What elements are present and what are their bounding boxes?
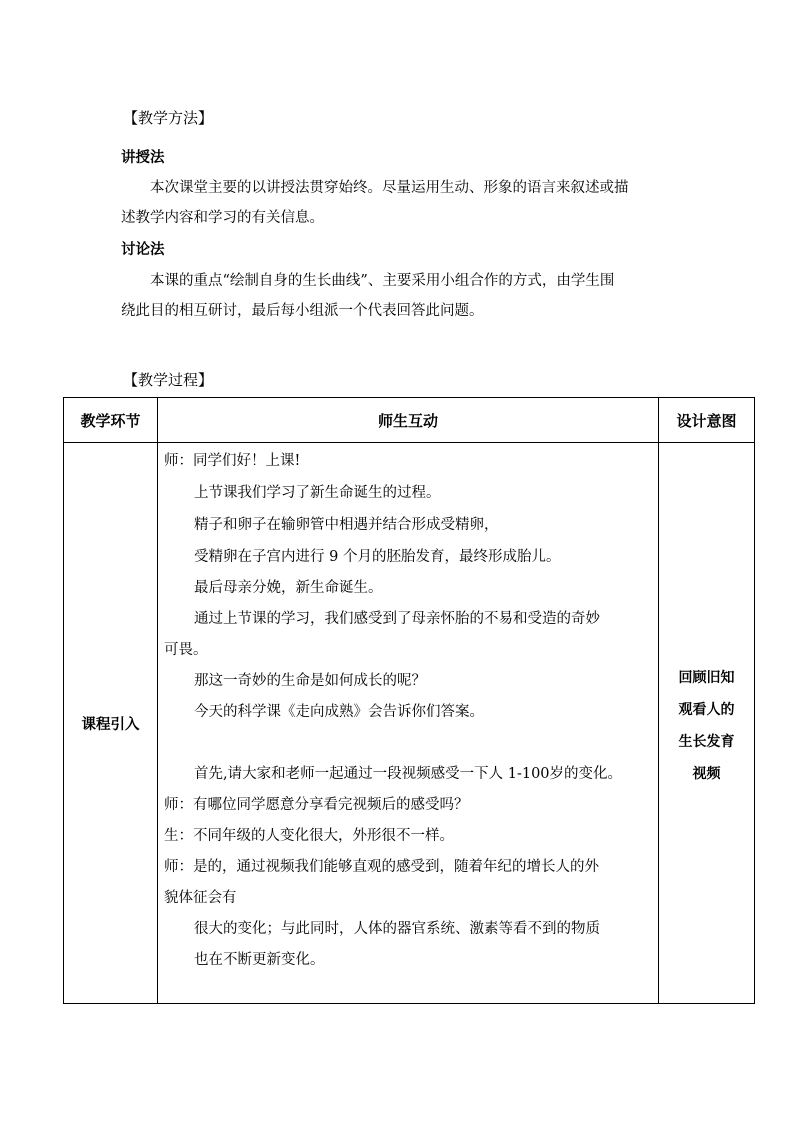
interaction-line: 今天的科学课《走向成熟》会告诉你们答案。 — [194, 704, 484, 720]
interaction-line: 很大的变化；与此同时，人体的器官系统、激素等看不到的物质 — [194, 921, 600, 937]
stage-cell — [64, 443, 158, 1004]
lecture-method-line-2: 述教学内容和学习的有关信息。 — [121, 210, 324, 226]
table-row — [64, 443, 755, 1004]
interaction-line: 最后母亲分娩，新生命诞生。 — [194, 580, 383, 596]
interaction-line: 师：同学们好！上课! — [164, 453, 301, 469]
interaction-line: 那这一奇妙的生命是如何成长的呢？ — [194, 673, 426, 689]
lecture-method-line-1: 本次课堂主要的以讲授法贯穿始终。尽量运用生动、形象的语言来叙述或描 — [150, 180, 629, 196]
intent-line: 观看人的 — [678, 702, 735, 718]
methods-heading: 【教学方法】 — [123, 109, 214, 127]
interaction-line: 师：是的，通过视频我们能够直观的感受到，随着年纪的增长人的外 — [164, 859, 599, 875]
table-header-row — [64, 398, 755, 443]
interaction-cell — [158, 443, 659, 1004]
header-interaction: 师生互动 — [158, 398, 659, 443]
stage-label: 课程引入 — [81, 716, 140, 733]
interaction-line: 精子和卵子在输卵管中相遇并结合形成受精卵， — [194, 517, 499, 533]
interaction-line: 受精卵在子宫内进行 9 个月的胚胎发育，最终形成胎儿。 — [194, 549, 561, 565]
intent-cell — [659, 443, 755, 1004]
header-stage: 教学环节 — [64, 398, 158, 443]
interaction-line: 师：有哪位同学愿意分享看完视频后的感受吗？ — [164, 797, 469, 813]
intent-line: 生长发育 — [678, 734, 735, 750]
discussion-method-line-1: 本课的重点“绘制自身的生长曲线”、主要采用小组合作的方式，由学生围 — [150, 273, 615, 289]
process-heading: 【教学过程】 — [123, 371, 214, 389]
process-table — [63, 397, 755, 1004]
interaction-line: 首先,请大家和老师一起通过一段视频感受一下人 1-100岁的变化。 — [194, 766, 623, 782]
lecture-method-title: 讲授法 — [121, 149, 165, 166]
interaction-line: 可畏。 — [164, 642, 208, 658]
interaction-line: 貌体征会有 — [164, 890, 237, 906]
interaction-line: 生：不同年级的人变化很大，外形很不一样。 — [164, 828, 454, 844]
discussion-method-line-2: 绕此目的相互研讨，最后每小组派一个代表回答此问题。 — [121, 303, 484, 319]
interaction-line: 上节课我们学习了新生命诞生的过程。 — [194, 485, 441, 501]
intent-line: 回顾旧知 — [678, 670, 735, 686]
intent-line: 视频 — [692, 766, 721, 782]
interaction-line: 也在不断更新变化。 — [194, 952, 325, 968]
interaction-line: 通过上节课的学习，我们感受到了母亲怀胎的不易和受造的奇妙 — [194, 611, 600, 627]
header-intent: 设计意图 — [659, 398, 755, 443]
discussion-method-title: 讨论法 — [121, 241, 165, 258]
